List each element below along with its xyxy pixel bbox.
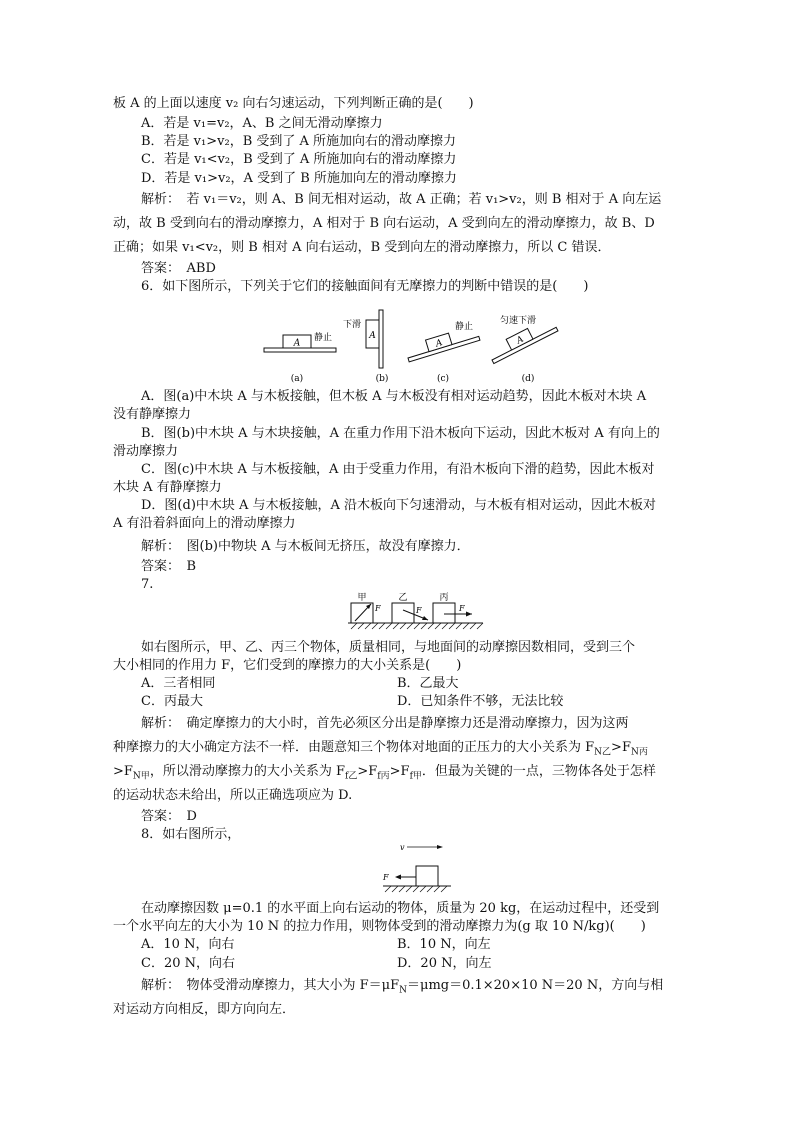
sub-f-yi: f乙 xyxy=(344,771,358,782)
q7-number: 7. xyxy=(141,577,154,592)
q7-label-jia: 甲 xyxy=(357,593,367,603)
q6-answer: 答案： B xyxy=(141,559,197,574)
q6-option-d-cont: A 有沿着斜面向上的滑动摩擦力 xyxy=(113,516,296,531)
sub-n-bing: N丙 xyxy=(630,747,648,758)
fig-label-a: (a) xyxy=(290,374,304,384)
force-label: F xyxy=(459,604,465,613)
q6-stem: 6．如下图所示，下列关于它们的接触面间有无摩擦力的判断中错误的是( ) xyxy=(141,279,589,294)
q8-stem: 8．如右图所示， xyxy=(141,827,241,842)
q6-option-c: C．图(c)中木块 A 与木板接触，A 由于受重力作用，有沿木板向下滑的趋势，因此木板对 xyxy=(141,462,655,477)
q6-option-c-cont: 木块 A 有静摩擦力 xyxy=(113,480,222,495)
velocity-label: v xyxy=(400,843,405,852)
state-label-c: 静止 xyxy=(455,322,474,332)
q8-option-c: C．20 N，向右 xyxy=(141,956,235,971)
fig-label-d: (d) xyxy=(521,374,535,384)
block-label: A xyxy=(515,334,526,347)
q6-figure xyxy=(260,308,560,386)
q7-figure xyxy=(345,590,487,634)
q7-label-bing: 丙 xyxy=(439,593,449,603)
q7-answer: 答案： D xyxy=(141,809,197,824)
q8-body-line: 一个水平向左的大小为 10 N 的拉力作用，则物体受到的滑动摩擦力为(g 取 10 N/kg)( ) xyxy=(113,919,646,934)
fig-b xyxy=(343,310,383,368)
q6-option-d: D．图(d)中木块 A 与木板接触，A 沿木板向下匀速滑动，与木板有相对运动，因此木板对 xyxy=(141,498,657,513)
q7-option-b: B．乙最大 xyxy=(397,676,459,691)
q7-analysis-line: 的运动状态未给出，所以正确选项应为 D. xyxy=(113,788,353,803)
force-label: F xyxy=(416,606,422,615)
sub-n: N xyxy=(399,985,407,996)
q5-option-c: C．若是 v₁<v₂，B 受到了 A 所施加向右的滑动摩擦力 xyxy=(141,152,457,167)
q6-option-a-cont: 没有静摩擦力 xyxy=(113,407,192,422)
q5-analysis-line: 解析： 若 v₁＝v₂，则 A、B 间无相对运动，故 A 正确；若 v₁>v₂，则 B 相对于 A 向左运 xyxy=(141,192,662,207)
q8-analysis-line: 对运动方向相反，即方向向左． xyxy=(113,1002,296,1017)
fig-label-b: (b) xyxy=(375,374,389,384)
state-label-b: 下滑 xyxy=(343,320,362,330)
state-label-d: 匀速下滑 xyxy=(500,316,537,326)
q8-option-b: B．10 N，向左 xyxy=(397,937,491,952)
force-label: F xyxy=(383,873,389,882)
fig-a xyxy=(264,331,336,352)
q6-option-a: A．图(a)中木块 A 与木板接触，但木板 A 与木板没有相对运动趋势，因此木板对木块 A xyxy=(141,389,647,404)
fig-c xyxy=(404,320,479,362)
sub-n-jia: N甲 xyxy=(132,771,150,782)
q6-option-b-cont: 滑动摩擦力 xyxy=(113,444,179,459)
q6-option-b: B．图(b)中木块 A 与木块接触，A 在重力作用下沿木板向下运动，因此木板对 A 有向上的 xyxy=(141,426,660,441)
sub-n-yi: N乙 xyxy=(594,747,612,758)
fig-label-c: (c) xyxy=(436,374,450,384)
state-label-a: 静止 xyxy=(314,333,333,343)
q7-option-c: C．丙最大 xyxy=(141,694,203,709)
q5-analysis-line: 正确；如果 v₁<v₂，则 B 相对 A 向右运动，B 受到向左的滑动摩擦力，所以 C 错误． xyxy=(113,240,611,255)
q6-analysis: 解析： 图(b)中物块 A 与木板间无挤压，故没有摩擦力． xyxy=(141,539,470,554)
q5-option-d: D．若是 v₁>v₂，A 受到了 B 所施加向左的滑动摩擦力 xyxy=(141,171,457,186)
q5-stem-cont: 板 A 的上面以速度 v₂ 向右匀速运动，下列判断正确的是( ) xyxy=(113,96,474,111)
fig-d xyxy=(487,314,558,364)
q7-option-a: A．三者相同 xyxy=(141,676,216,691)
q8-analysis-line: 解析： 物体受滑动摩擦力，其大小为 $F=\mu F_N=\mu mg=0.1\times 20\times 10$ N＝20 N，方向与相 xyxy=(141,978,664,996)
q7-stem-line: 大小相同的作用力 F，它们受到的摩擦力的大小关系是( ) xyxy=(113,658,462,673)
q7-analysis-line: 种摩擦力的大小确定方法不一样．由题意知三个物体对地面的正压力的大小关系为 $F_{N乙}>F_{N丙}$ xyxy=(113,740,648,758)
q7-analysis-line: 解析： 确定摩擦力的大小时，首先必须区分出是静摩擦力还是滑动摩擦力，因为这两 xyxy=(141,716,629,731)
sub-f-bing: f丙 xyxy=(377,771,390,782)
block-label: A xyxy=(434,338,444,350)
sub-f-jia: f甲 xyxy=(409,771,422,782)
q7-stem-line: 如右图所示，甲、乙、丙三个物体，质量相同，与地面间的动摩擦因数相同，受到三个 xyxy=(141,640,636,655)
block-label: A xyxy=(293,338,301,349)
q5-answer: 答案： ABD xyxy=(141,261,216,276)
q7-analysis-line: $>F_{N甲}$，所以滑动摩擦力的大小关系为 $F_{f乙}>F_{f丙}>F_{f甲}$．但最为关键的一点，三物体各处于怎样 xyxy=(113,764,656,782)
q7-label-yi: 乙 xyxy=(398,593,408,603)
q8-option-d: D．20 N，向左 xyxy=(397,956,492,971)
q5-option-b: B．若是 v₁>v₂，B 受到了 A 所施加向右的滑动摩擦力 xyxy=(141,134,457,149)
block-label: A xyxy=(369,331,376,341)
q8-body-line: 在动摩擦因数 μ=0.1 的水平面上向右运动的物体，质量为 20 kg，在运动过程中，还受到 xyxy=(141,901,660,916)
q5-analysis-line: 动，故 B 受到向右的滑动摩擦力，A 相对于 B 向右运动，A 受到向左的滑动摩擦力，故 B、D xyxy=(113,216,655,231)
q8-figure xyxy=(367,840,455,896)
q5-option-a: A．若是 v₁=v₂，A、B 之间无滑动摩擦力 xyxy=(141,116,383,131)
q8-option-a: A．10 N，向右 xyxy=(141,937,235,952)
force-label: F xyxy=(375,604,381,613)
q7-option-d: D．已知条件不够，无法比较 xyxy=(397,694,564,709)
